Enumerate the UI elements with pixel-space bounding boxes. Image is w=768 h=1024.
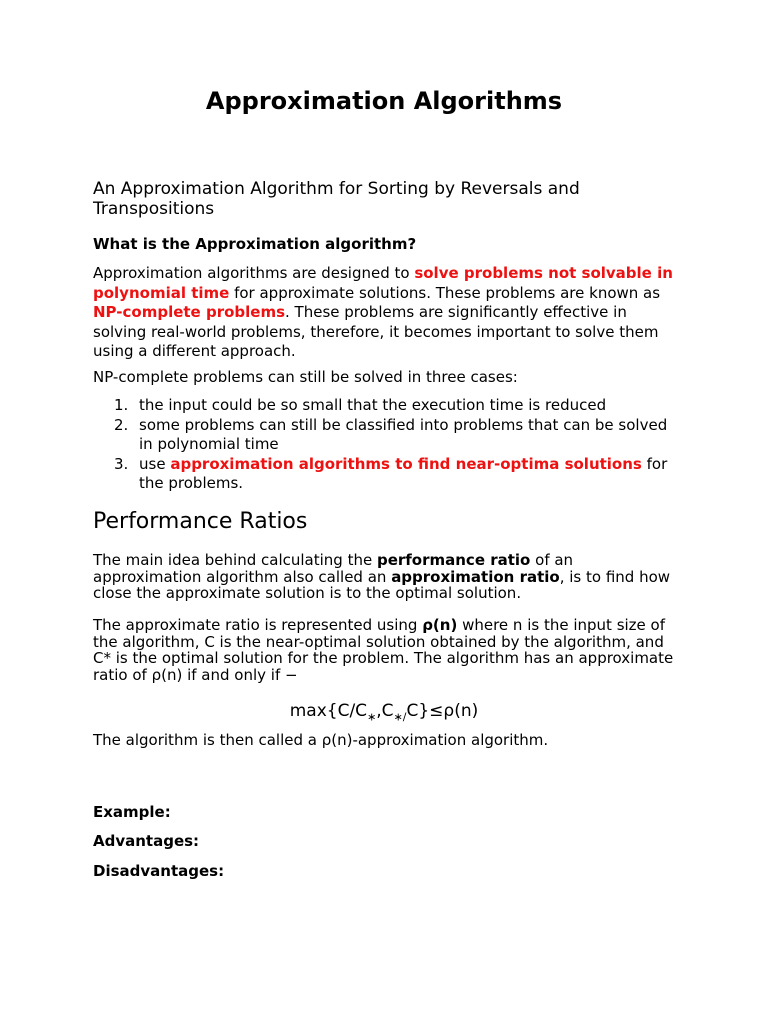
list-item: [93, 416, 683, 455]
definition-paragraph: [93, 617, 683, 683]
ratio-bold-2: approximation ratio: [391, 567, 560, 586]
ratio-formula: [0, 700, 768, 728]
ratio-text-2: of an approximation algorithm also called an: [93, 551, 574, 586]
list-item: [93, 396, 683, 416]
example-label: Example:: [93, 803, 171, 821]
subtitle: An Approximation Algorithm for Sorting by Reversals and Transpositions: [93, 179, 580, 219]
formula-part-2: ,C: [376, 701, 394, 721]
advantages-label: Advantages:: [93, 832, 200, 850]
list-text-pre: use: [139, 454, 171, 473]
intro-highlight-2: NP-complete problems: [93, 303, 286, 321]
list-number: 2.: [114, 415, 129, 434]
list-highlight: approximation algorithms to find near-optima solutions: [170, 454, 642, 473]
formula-part-1: max{C/C: [289, 701, 368, 721]
definition-text-2: where n is the input size of the algorithm, C is the near-optimal solution obtained by the algorithm, and C* is the optimal solution for the problem. The algorithm has an approximate ratio of ρ(n) if and only if −: [93, 616, 674, 684]
list-number: 3.: [114, 454, 129, 473]
ratio-text-1: The main idea behind calculating the: [93, 551, 377, 569]
question-heading: What is the Approximation algorithm?: [93, 235, 417, 253]
formula-sub-2: ∗/: [393, 710, 407, 724]
section-heading: Performance Ratios: [93, 509, 308, 534]
intro-paragraph: [93, 264, 683, 362]
cases-intro: NP-complete problems can still be solved in three cases:: [93, 368, 518, 386]
ratio-bold-1: performance ratio: [376, 551, 531, 569]
definition-text-1: The approximate ratio is represented using: [93, 616, 423, 634]
formula-sub-1: ∗: [367, 710, 377, 724]
disadvantages-label: Disadvantages:: [93, 862, 225, 880]
ratio-paragraph: [93, 552, 683, 602]
cases-list: [93, 396, 683, 494]
intro-text-2: for approximate solutions. These problems are known as: [229, 283, 661, 302]
list-text: the input could be so small that the execution time is reduced: [139, 396, 607, 414]
definition-bold: ρ(n): [422, 616, 458, 634]
list-text: some problems can still be classified into problems that can be solved in polynomial time: [139, 415, 668, 453]
list-item: [93, 455, 683, 494]
ratio-text-3: , is to find how close the approximate solution is to the optimal solution.: [93, 567, 671, 602]
intro-text-1: Approximation algorithms are designed to: [93, 264, 415, 282]
list-text-post: for the problems.: [139, 454, 668, 492]
page-title: Approximation Algorithms: [205, 87, 563, 115]
list-number: 1.: [114, 396, 129, 414]
formula-part-3: C}≤ρ(n): [406, 701, 479, 721]
conclusion-paragraph: The algorithm is then called a ρ(n)-approximation algorithm.: [93, 731, 549, 749]
intro-text-3: . These problems are significantly effective in solving real-world problems, therefore, it becomes important to solve them using a different approach.: [93, 303, 659, 360]
intro-highlight-1: solve problems not solvable in polynomial time: [93, 264, 673, 302]
